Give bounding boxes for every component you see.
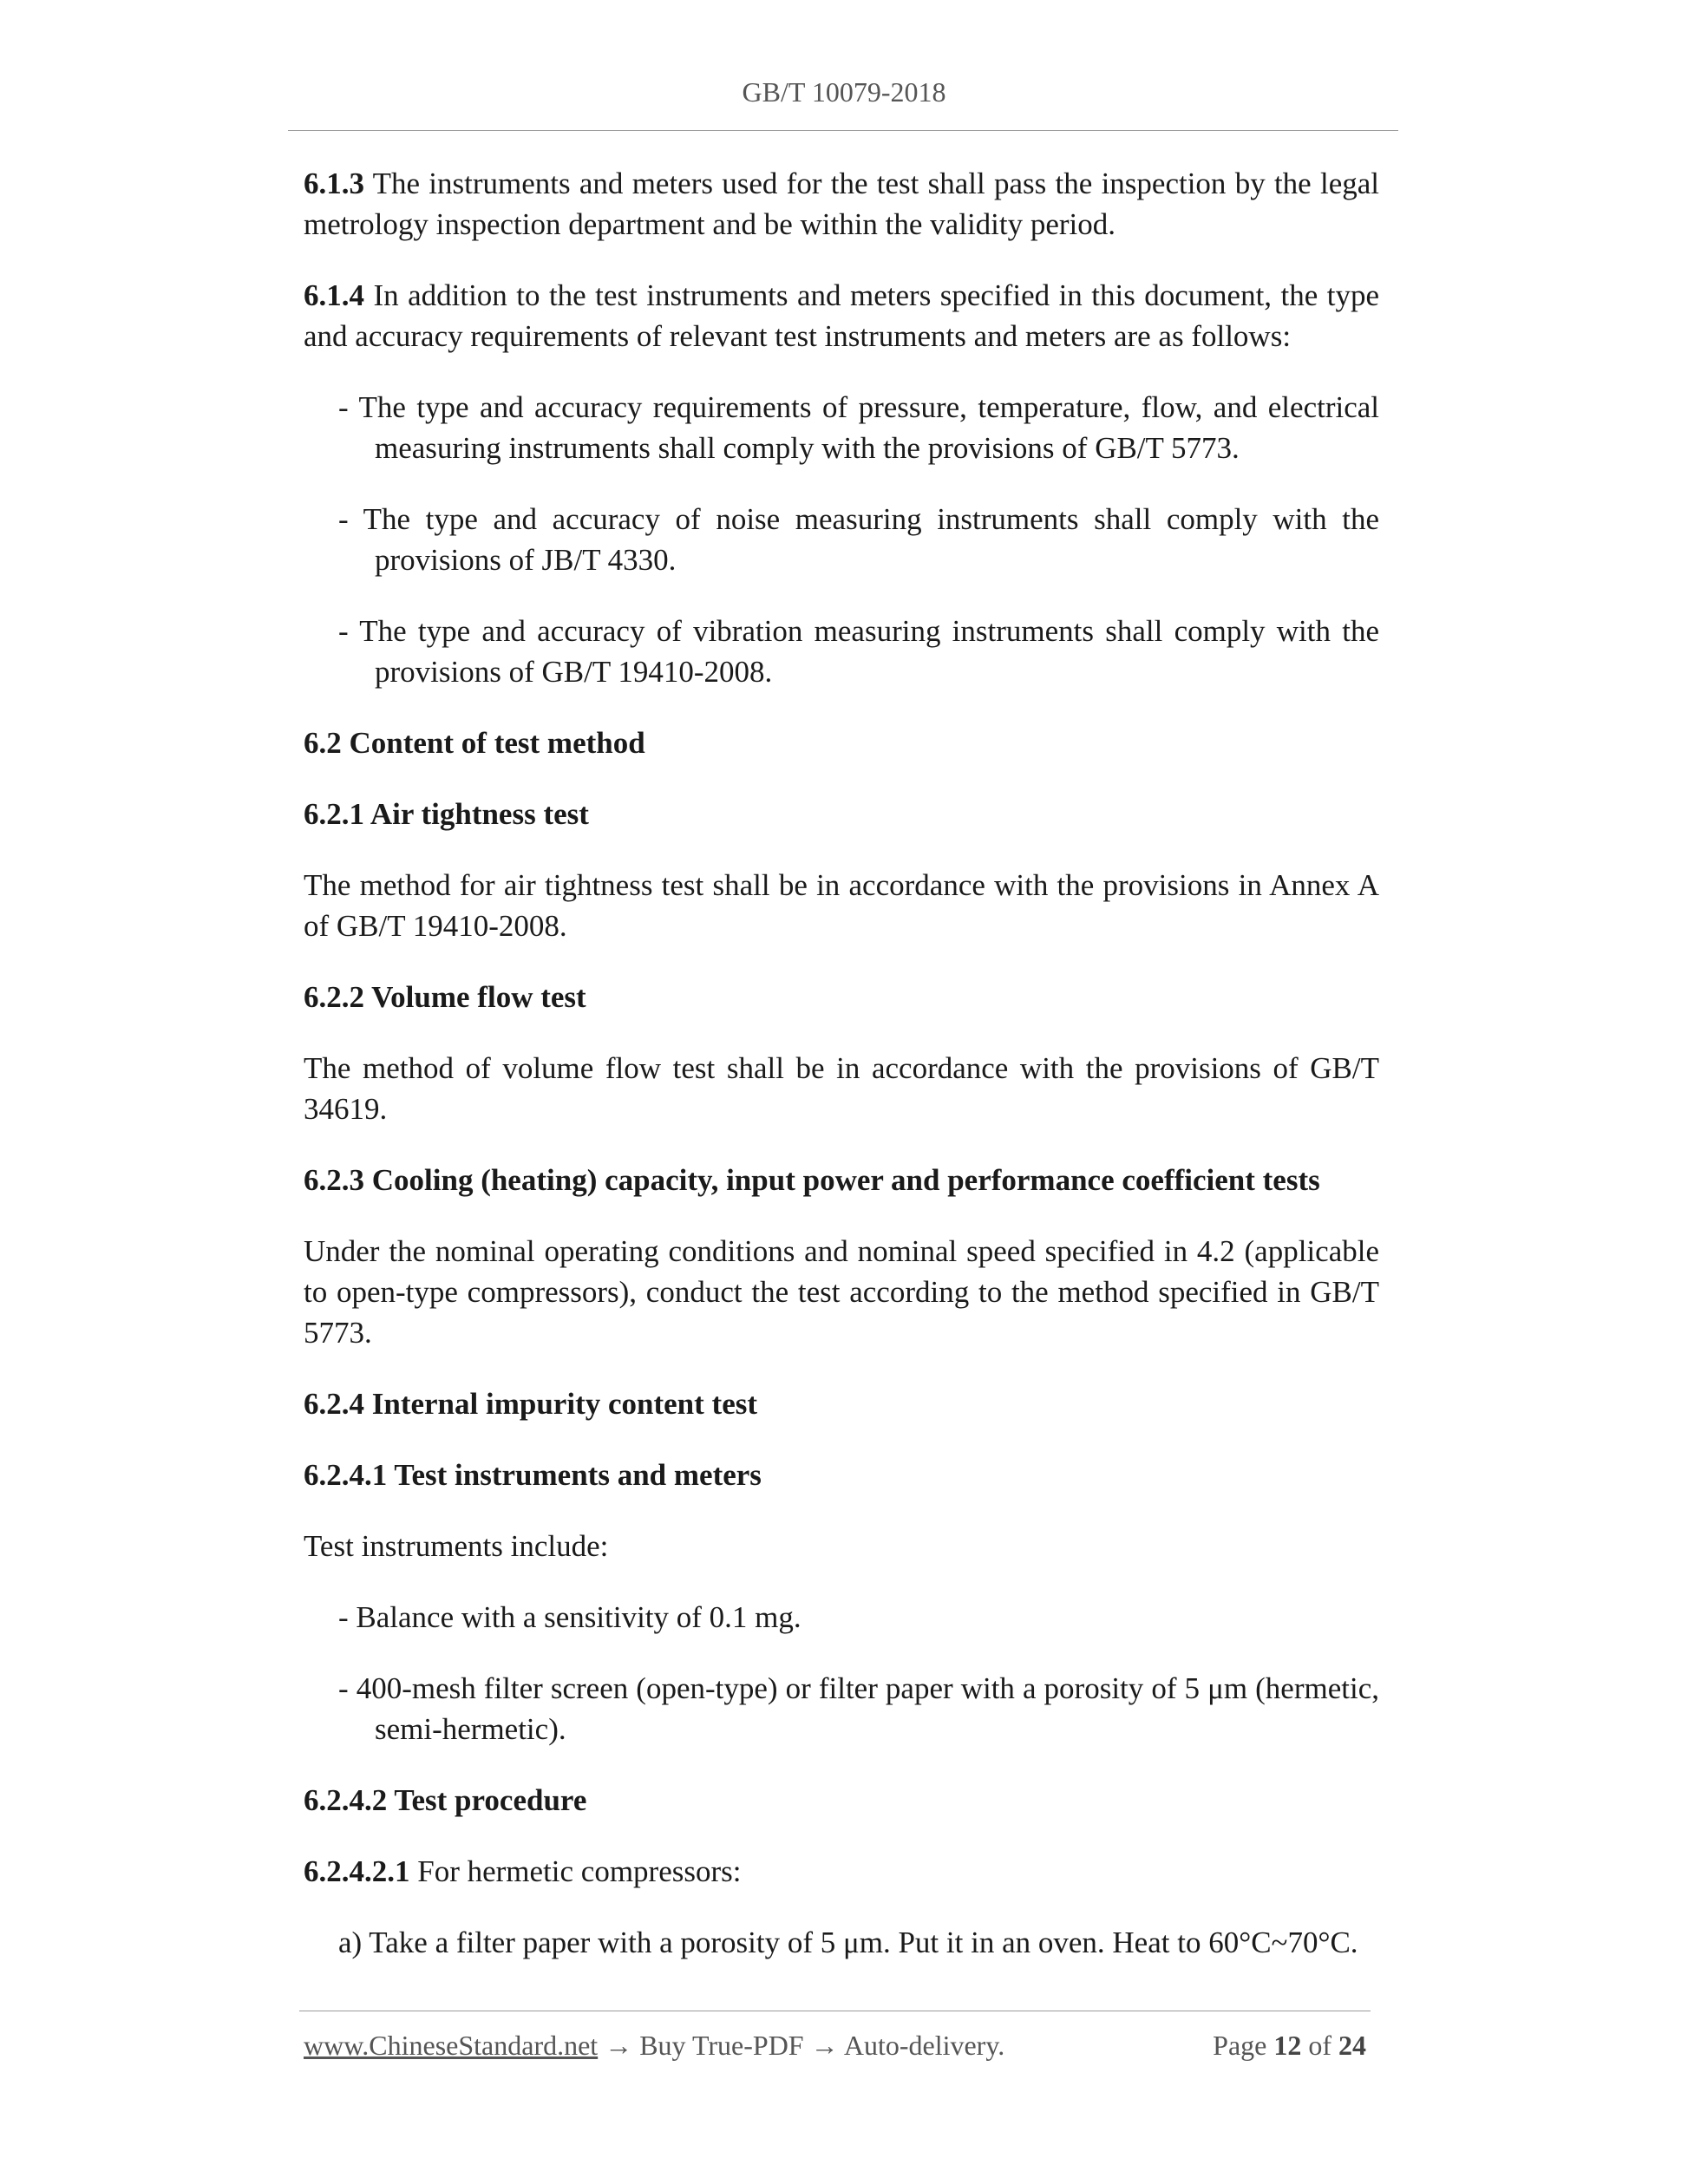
arrow-icon: → bbox=[598, 2030, 640, 2061]
page-footer bbox=[304, 2030, 1366, 2068]
page-label: Page bbox=[1213, 2030, 1274, 2061]
footer-left bbox=[304, 2030, 1004, 2062]
paragraph: Test instruments include: bbox=[304, 1529, 609, 1563]
list-item: - Balance with a sensitivity of 0.1 mg. bbox=[338, 1600, 801, 1634]
section-heading: 6.2.4.2 Test procedure bbox=[304, 1783, 587, 1817]
clause-number: 6.1.3 bbox=[304, 167, 364, 200]
page-header bbox=[0, 76, 1688, 108]
of-label: of bbox=[1301, 2030, 1338, 2061]
total-pages: 24 bbox=[1338, 2030, 1366, 2061]
current-page: 12 bbox=[1273, 2030, 1302, 2061]
buy-text: Buy True-PDF bbox=[639, 2030, 804, 2061]
section-heading: 6.2.3 Cooling (heating) capacity, input power and performance coefficient tests bbox=[304, 1163, 1320, 1197]
page-number bbox=[1213, 2030, 1366, 2062]
clause-number: 6.2.4.2.1 bbox=[304, 1854, 410, 1888]
clause-text: In addition to the test instruments and meters specified in this document, the type and accuracy requirements of relevant test instruments and meters are as follows: bbox=[304, 278, 1379, 353]
clause-6-2-4-2-1 bbox=[304, 1851, 1379, 1892]
paragraph: The method of volume flow test shall be in accordance with the provisions of GB/T 34619. bbox=[304, 1051, 1379, 1126]
section-heading: 6.2.2 Volume flow test bbox=[304, 980, 586, 1014]
delivery-text: Auto-delivery. bbox=[843, 2030, 1005, 2061]
clause-6-1-4 bbox=[304, 275, 1379, 356]
list-item: - The type and accuracy requirements of pressure, temperature, flow, and electrical measuring instruments shall comply with the provisions of GB/T 5773. bbox=[338, 390, 1379, 465]
site-link[interactable]: www.ChineseStandard.net bbox=[304, 2030, 599, 2061]
arrow-icon: → bbox=[803, 2030, 844, 2061]
clause-6-1-3 bbox=[304, 163, 1379, 245]
document-code: GB/T 10079-2018 bbox=[742, 76, 946, 108]
clause-text: For hermetic compressors: bbox=[409, 1854, 742, 1888]
list-item: - The type and accuracy of noise measuring instruments shall comply with the provisions of JB/T 4330. bbox=[338, 502, 1379, 577]
section-heading: 6.2.4 Internal impurity content test bbox=[304, 1387, 758, 1421]
list-item: - 400-mesh filter screen (open-type) or filter paper with a porosity of 5 μm (hermetic, semi-hermetic). bbox=[338, 1671, 1379, 1746]
section-heading: 6.2.1 Air tightness test bbox=[304, 797, 589, 831]
section-heading: 6.2.4.1 Test instruments and meters bbox=[304, 1458, 762, 1492]
clause-number: 6.1.4 bbox=[304, 278, 364, 312]
clause-text: The instruments and meters used for the test shall pass the inspection by the legal metrology inspection department and be within the validity period. bbox=[304, 167, 1379, 241]
header-divider bbox=[288, 130, 1398, 131]
paragraph: The method for air tightness test shall be in accordance with the provisions in Annex A of GB/T 19410-2008. bbox=[304, 868, 1379, 943]
paragraph: Under the nominal operating conditions and nominal speed specified in 4.2 (applicable to open-type compressors), conduct the test according to the method specified in GB/T 5773. bbox=[304, 1234, 1379, 1350]
list-item: - The type and accuracy of vibration measuring instruments shall comply with the provisions of GB/T 19410-2008. bbox=[338, 614, 1379, 689]
section-heading: 6.2 Content of test method bbox=[304, 726, 645, 760]
document-body bbox=[304, 163, 1379, 1993]
step-item: a) Take a filter paper with a porosity of 5 μm. Put it in an oven. Heat to 60°C~70°C. bbox=[338, 1926, 1358, 1959]
